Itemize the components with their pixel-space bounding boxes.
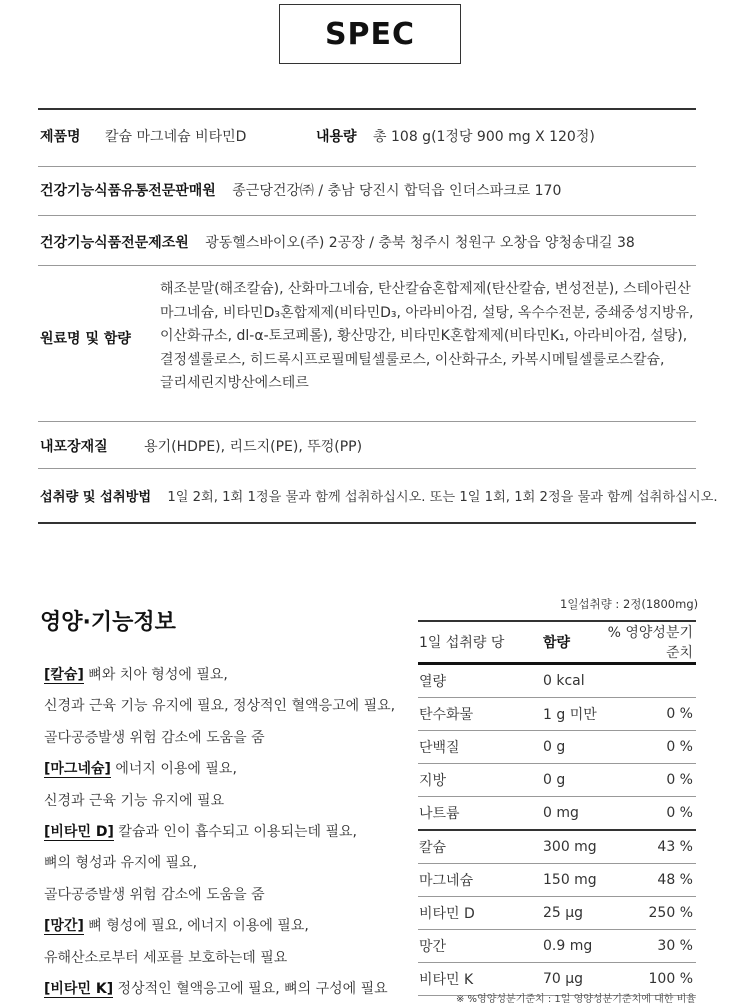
function-line	[44, 848, 395, 879]
function-tag: [비타민 K]	[44, 980, 114, 997]
nutrient-amount: 25 μg	[543, 897, 605, 930]
ingredients-line: 이산화규소, dl-α-토코페롤), 황산망간, 비타민K혼합제제(비타민K₁, 아라비아검, 설탕),	[160, 328, 688, 344]
nutrient-amount: 0 g	[543, 731, 605, 764]
nutrient-amount: 150 mg	[543, 864, 605, 897]
function-text: 칼슘과 인이 흡수되고 이용되는데 필요,	[113, 823, 357, 840]
nutrient-name: 단백질	[418, 731, 543, 764]
packaging-value: 용기(HDPE), 리드지(PE), 뚜껑(PP)	[144, 439, 363, 455]
content-label: 내용량	[316, 129, 357, 145]
nutrient-name: 마그네슘	[418, 864, 543, 897]
spec-row-distributor	[40, 180, 561, 200]
header-serving: 1일 섭취량 당	[418, 621, 543, 664]
ingredients-line: 해조분말(해조칼슘), 산화마그네슘, 탄산칼슘혼합제제(탄산칼슘, 변성전분), 스테아린산	[160, 281, 691, 297]
nutrient-amount: 0 g	[543, 764, 605, 797]
divider	[38, 468, 696, 469]
spec-bottom-rule	[38, 522, 696, 524]
nutrient-name: 나트륨	[418, 797, 543, 831]
function-line	[44, 786, 395, 817]
intake-label: 섭취량 및 섭취방법	[40, 490, 152, 505]
spec-row-ingredients-label	[40, 328, 131, 348]
header-amount: 함량	[543, 621, 605, 664]
nutrient-dv	[605, 664, 696, 698]
ingredients-label: 원료명 및 함량	[40, 331, 131, 347]
ingredients-line: 마그네슘, 비타민D₃혼합제제(비타민D₃, 아라비아검, 설탕, 옥수수전분, 중쇄중성지방유,	[160, 304, 694, 321]
function-text: 뼈와 치아 형성에 필요,	[83, 667, 228, 683]
nutrition-row	[418, 664, 696, 698]
function-line	[44, 817, 395, 848]
nutrient-dv: 0 %	[605, 764, 696, 797]
function-text: 골다공증발생 위험 감소에 도움을 줌	[44, 886, 265, 903]
nutrient-amount: 300 mg	[543, 830, 605, 864]
nutrition-row	[418, 864, 696, 897]
spec-row-product	[40, 126, 246, 146]
function-line	[44, 911, 395, 942]
nutrient-amount: 0.9 mg	[543, 930, 605, 963]
manufacturer-label: 건강기능식품전문제조원	[40, 235, 189, 251]
function-text: 유해산소로부터 세포를 보호하는데 필요	[44, 949, 288, 966]
function-line	[44, 723, 395, 754]
function-line	[44, 754, 395, 785]
nutrient-dv: 0 %	[605, 797, 696, 831]
spec-row-content	[316, 126, 595, 146]
intake-value: 1일 2회, 1회 1정을 물과 함께 섭취하십시오. 또는 1일 1회, 1회 2정을 물과 함께 섭취하십시오.	[167, 490, 718, 505]
function-line	[44, 880, 395, 911]
nutrient-name: 열량	[418, 664, 543, 698]
content-value: 총 108 g(1정당 900 mg X 120정)	[373, 129, 595, 145]
nutrition-row	[418, 731, 696, 764]
nutrient-dv: 100 %	[605, 963, 696, 996]
divider	[38, 421, 696, 422]
divider	[38, 265, 696, 266]
nutrition-row	[418, 764, 696, 797]
serving-size-note: 1일섭취량 : 2정(1800mg)	[560, 597, 699, 611]
function-line	[44, 691, 395, 722]
nutrient-amount: 70 μg	[543, 963, 605, 996]
manufacturer-value: 광동헬스바이오(주) 2공장 / 충북 청주시 청원구 오창읍 양청송대길 38	[205, 235, 635, 251]
nutrient-name: 칼슘	[418, 830, 543, 864]
ingredients-line: 결정셀룰로스, 히드록시프로필메틸셀룰로스, 이산화규소, 카복시메틸셀룰로스칼슘,	[160, 351, 665, 368]
distributor-value: 종근당건강㈜ / 충남 당진시 합덕읍 인더스파크로 170	[232, 183, 562, 199]
nutrient-name: 망간	[418, 930, 543, 963]
function-text: 뼈 형성에 필요, 에너지 이용에 필요,	[83, 918, 309, 935]
nutrition-row	[418, 897, 696, 930]
nutrient-dv: 30 %	[605, 930, 696, 963]
ingredients-line: 글리세린지방산에스테르	[160, 375, 309, 391]
nutrient-dv: 0 %	[605, 698, 696, 731]
nutrient-dv: 48 %	[605, 864, 696, 897]
function-tag: [마그네슘]	[44, 761, 111, 778]
nutrient-name: 비타민 D	[418, 897, 543, 930]
spec-row-intake	[40, 486, 718, 505]
nutrition-row	[418, 930, 696, 963]
nutrient-amount: 0 kcal	[543, 664, 605, 698]
nutrient-dv: 0 %	[605, 731, 696, 764]
spec-row-manufacturer	[40, 232, 635, 252]
nutrient-name: 비타민 K	[418, 963, 543, 996]
spec-row-packaging	[40, 436, 362, 456]
header-dv: % 영양성분기준치	[605, 621, 696, 664]
function-text: 정상적인 혈액응고에 필요, 뼈의 구성에 필요	[113, 980, 388, 997]
function-text: 신경과 근육 기능 유지에 필요, 정상적인 혈액응고에 필요,	[44, 698, 396, 715]
function-text: 에너지 이용에 필요,	[110, 761, 237, 778]
spec-title: SPEC	[279, 4, 461, 64]
nutrient-dv: 250 %	[605, 897, 696, 930]
dv-footnote: ※ %영양성분기준치 : 1일 영양성분기준치에 대한 비율	[456, 994, 696, 1005]
function-tag: [망간]	[44, 918, 84, 935]
packaging-label: 내포장재질	[40, 439, 108, 455]
function-tag: [칼슘]	[44, 667, 84, 683]
nutrient-name: 탄수화물	[418, 698, 543, 731]
ingredients-list	[160, 278, 694, 396]
function-tag: [비타민 D]	[44, 823, 114, 840]
function-list	[44, 660, 395, 1005]
distributor-label: 건강기능식품유통전문판매원	[40, 183, 216, 199]
nutrient-dv: 43 %	[605, 830, 696, 864]
nutrient-name: 지방	[418, 764, 543, 797]
divider	[38, 215, 696, 216]
spec-top-rule	[38, 108, 696, 110]
nutrition-table	[418, 620, 696, 996]
function-text: 뼈의 형성과 유지에 필요,	[44, 855, 198, 872]
product-name-label: 제품명	[40, 129, 81, 145]
function-line	[44, 943, 395, 974]
nutrition-header-row	[418, 621, 696, 664]
divider	[38, 166, 696, 167]
nutrient-amount: 1 g 미만	[543, 698, 605, 731]
nutrition-row	[418, 797, 696, 831]
function-line	[44, 974, 395, 1005]
nutrition-row	[418, 698, 696, 731]
nutrition-row	[418, 830, 696, 864]
product-name-value: 칼슘 마그네슘 비타민D	[105, 129, 247, 145]
function-text: 신경과 근육 기능 유지에 필요	[44, 792, 225, 809]
nutrition-title: 영양·기능정보	[40, 610, 176, 635]
nutrient-amount: 0 mg	[543, 797, 605, 831]
function-text: 골다공증발생 위험 감소에 도움을 줌	[44, 729, 265, 746]
function-line	[44, 660, 395, 691]
